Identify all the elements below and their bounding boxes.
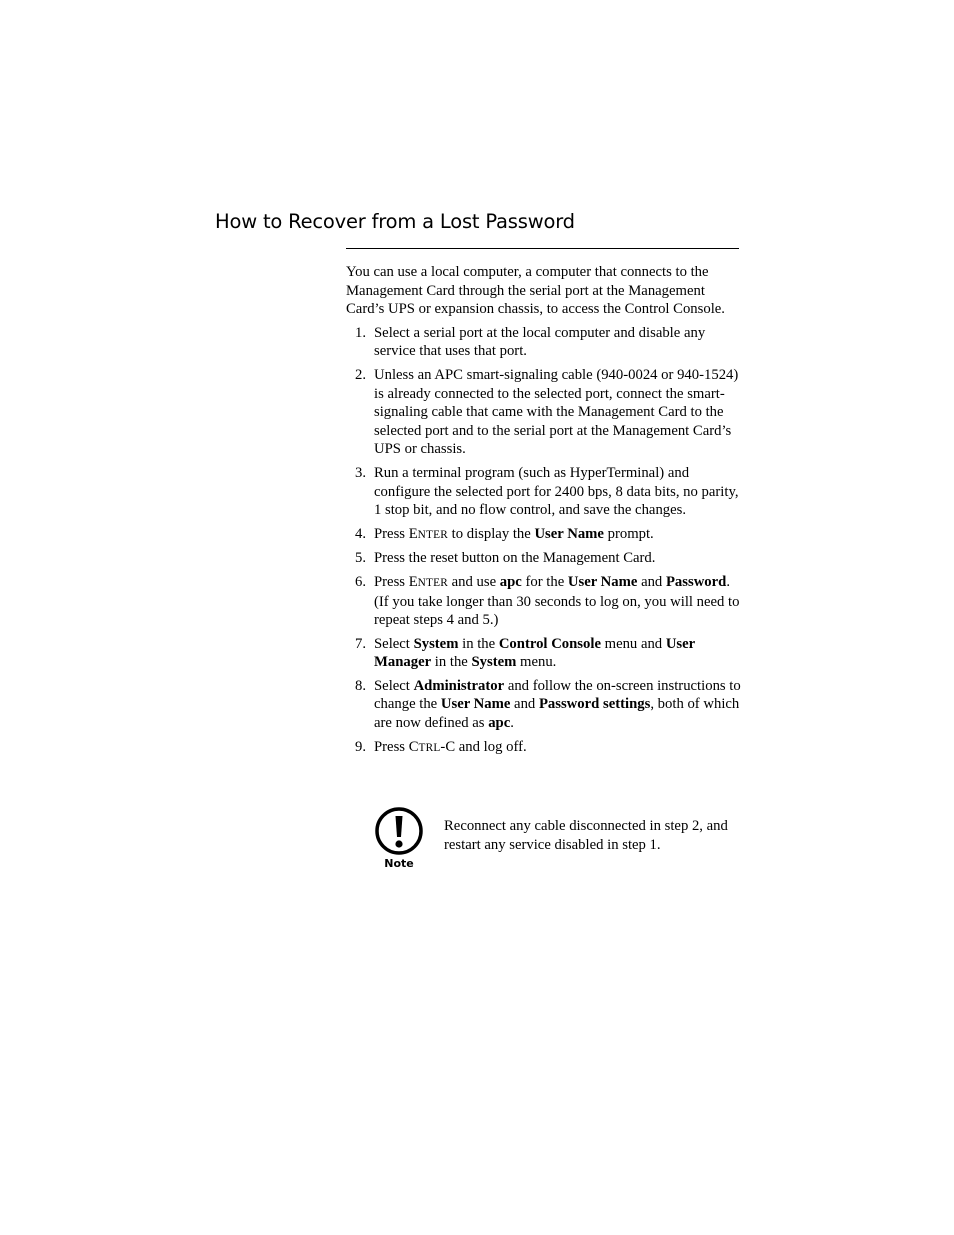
step-text-run: in the (458, 635, 499, 652)
step-text (374, 526, 654, 542)
step-text-run: Run a terminal program (such as HyperTerminal) and configure the selected port for 2400 bps, 8 data bits, no parity, 1 stop bit, and no flow control, and save the changes. (374, 464, 739, 519)
step-text-run: Press the reset button on the Management Card. (374, 550, 656, 567)
key-name: NTER (417, 576, 448, 589)
step-number: 8. (355, 677, 367, 694)
step-text-run: Select (374, 635, 414, 652)
procedure-body (346, 263, 741, 762)
ui-term: Password settings (538, 696, 651, 713)
step-text-run: Press (374, 525, 409, 542)
step-text-run: . (If you take longer than 30 seconds to log on, you will need to repeat steps 4 and 5.) (374, 573, 740, 629)
step-item (346, 525, 741, 545)
key-name: C (408, 738, 419, 755)
key-name: TRL (418, 741, 441, 754)
ui-term: apc (499, 573, 522, 590)
step-text-run: Press (374, 573, 409, 590)
step-text-run: . (510, 715, 514, 732)
step-text-run: and use (447, 573, 500, 590)
step-text-run: Press (374, 738, 409, 755)
step-number: 6. (355, 573, 367, 590)
ui-term: User Name (567, 573, 638, 590)
step-text-run: for the (521, 573, 568, 590)
step-text-run: menu and (600, 635, 666, 652)
step-item (346, 677, 741, 733)
key-name: NTER (417, 528, 448, 541)
note-callout (370, 807, 742, 877)
step-item (346, 635, 741, 672)
step-text-run: Select (374, 677, 414, 694)
step-text (374, 465, 739, 518)
ui-term: User Manager (374, 635, 695, 671)
key-name: E (408, 525, 418, 542)
step-item (346, 573, 741, 630)
key-name: E (408, 573, 418, 590)
intro-paragraph: You can use a local computer, a computer that connects to the Management Card through the serial port at the Management Card’s UPS or expansion chassis, to access the Control Console. (346, 264, 725, 318)
step-number: 1. (355, 324, 367, 341)
step-text-run: and (637, 573, 666, 590)
step-number: 9. (355, 738, 367, 755)
ui-term: Administrator (413, 677, 505, 694)
ui-term: apc (488, 715, 511, 732)
key-name: -C (440, 738, 456, 755)
step-text-run: and follow the on-screen instructions to change the (374, 677, 741, 713)
ui-term: Password (665, 573, 727, 590)
steps-list (346, 324, 741, 757)
step-item (346, 549, 741, 568)
step-item (346, 324, 741, 361)
step-text (374, 325, 705, 360)
step-text (374, 367, 738, 457)
step-text (374, 550, 655, 566)
step-item (346, 738, 741, 758)
page-title: How to Recover from a Lost Password (215, 210, 575, 233)
exclamation-circle-icon (373, 807, 425, 859)
ui-term: User Name (440, 696, 511, 713)
step-text (374, 636, 695, 671)
ui-term: Control Console (498, 635, 601, 652)
step-text-run: prompt. (603, 525, 654, 542)
step-item (346, 464, 741, 520)
note-icon-group (370, 807, 428, 875)
note-text: Reconnect any cable disconnected in step 2, and restart any service disabled in step 1. (444, 818, 728, 853)
ui-term: System (471, 654, 517, 671)
step-number: 3. (355, 464, 367, 481)
step-number: 4. (355, 525, 367, 542)
step-text-run: Select a serial port at the local computer and disable any service that uses that port. (374, 324, 706, 360)
ui-term: System (413, 635, 459, 652)
step-number: 5. (355, 550, 367, 567)
note-label: Note (384, 857, 414, 870)
step-text-run: menu. (516, 654, 557, 671)
title-divider (346, 248, 739, 249)
step-text-run: to display the (447, 525, 535, 542)
step-item (346, 366, 741, 459)
step-text-run: in the (431, 654, 472, 671)
step-text (374, 574, 739, 628)
step-text-run: Unless an APC smart-signaling cable (940-0024 or 940-1524) is already connected to the selected port, connect the smart-signaling cable that came with the Management Card to the selected port and to the serial port at the Management Card’s UPS or chassis. (374, 366, 739, 458)
ui-term: User Name (534, 525, 604, 542)
step-number: 7. (355, 635, 367, 652)
step-text (374, 739, 527, 755)
step-text (374, 678, 741, 731)
step-text-run: , both of which are now defined as (374, 696, 740, 732)
step-text-run: and log off. (455, 738, 527, 755)
step-text-run: and (510, 696, 539, 713)
step-number: 2. (355, 366, 367, 383)
